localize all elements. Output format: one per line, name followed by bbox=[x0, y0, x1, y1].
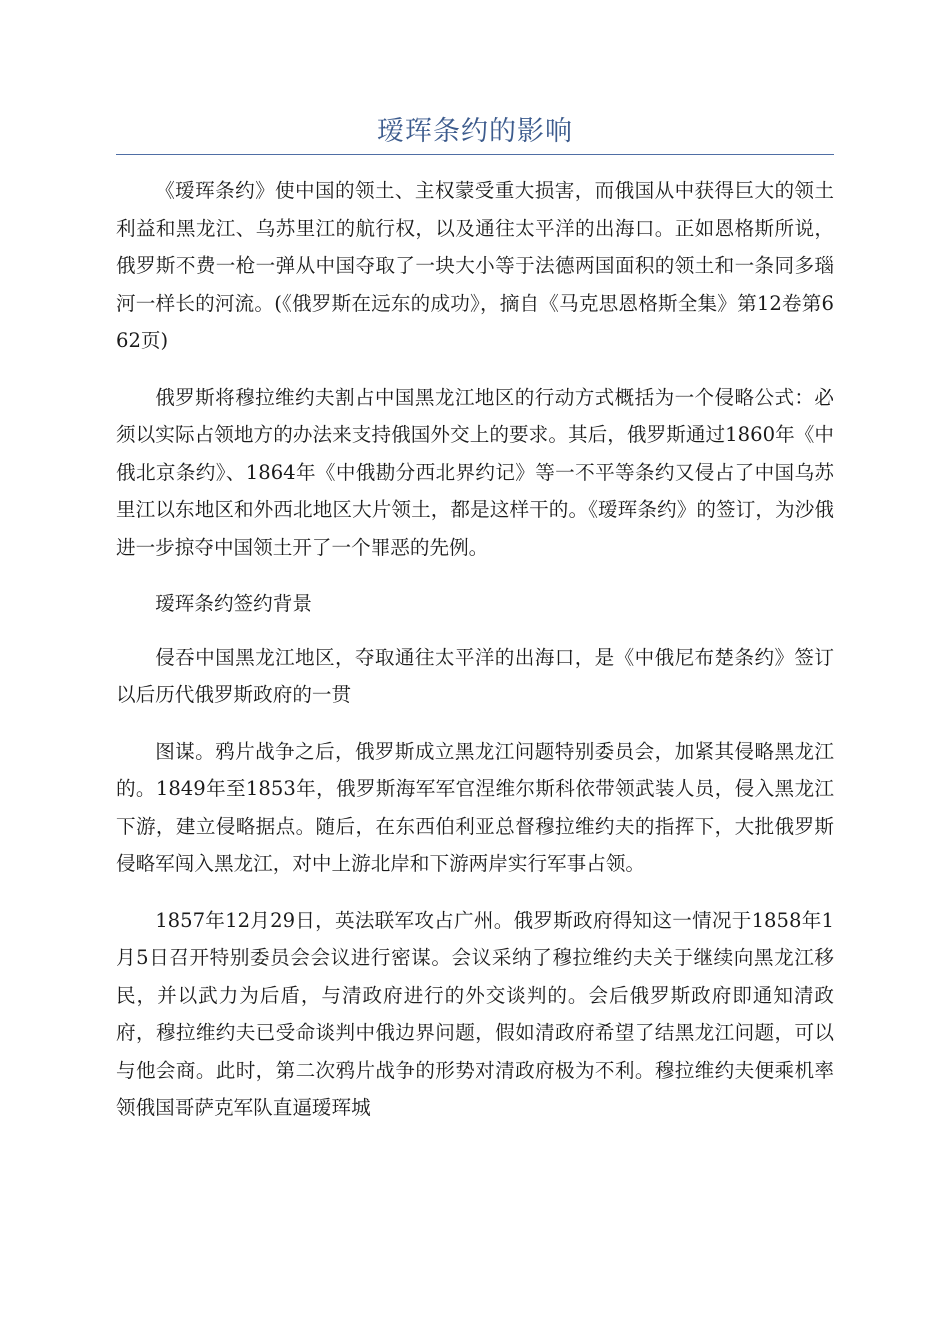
paragraph-1857-events: 1857年12月29日，英法联军攻占广州。俄罗斯政府得知这一情况于1858年1月5日召开特别委员会会议进行密谋。会议采纳了穆拉维约夫关于继续向黑龙江移民，并以武力为后盾，与清政府进行的外交谈判的。会后俄罗斯政府即通知清政府，穆拉维约夫已受命谈判中俄边界问题，假如清政府希望了结黑龙江问题，可以与他会商。此时，第二次鸦片战争的形势对清政府极为不利。穆拉维约夫便乘机率领俄国哥萨克军队直逼瑷珲城 bbox=[116, 908, 834, 1119]
paragraph-treaty-impact: 《瑷珲条约》使中国的领土、主权蒙受重大损害，而俄国从中获得巨大的领土利益和黑龙江、乌苏里江的航行权，以及通往太平洋的出海口。正如恩格斯所说，俄罗斯不费一枪一弹从中国夺取了一块大小等于法德两国面积的领土和一条同多瑙河一样长的河流。(《俄罗斯在远东的成功》，摘自《马克思恩格斯全集》第12卷第662页) bbox=[116, 179, 834, 352]
paragraph-background-intro: 侵吞中国黑龙江地区，夺取通往太平洋的出海口，是《中俄尼布楚条约》签订以后历代俄罗斯政府的一贯 bbox=[116, 645, 834, 706]
paragraph-aggression-formula: 俄罗斯将穆拉维约夫割占中国黑龙江地区的行动方式概括为一个侵略公式：必须以实际占领地方的办法来支持俄国外交上的要求。其后，俄罗斯通过1860年《中俄北京条约》、1864年《中俄勘分西北界约记》等一不平等条约又侵占了中国乌苏里江以东地区和外西北地区大片领土，都是这样干的。《瑷珲条约》的签订，为沙俄进一步掠夺中国领土开了一个罪恶的先例。 bbox=[116, 385, 834, 559]
paragraph-military-occupation: 图谋。鸦片战争之后，俄罗斯成立黑龙江问题特别委员会，加紧其侵略黑龙江的。1849年至1853年，俄罗斯海军军官涅维尔斯科依带领武装人员，侵入黑龙江下游，建立侵略据点。随后，在东西伯利亚总督穆拉维约夫的指挥下，大批俄罗斯侵略军闯入黑龙江，对中上游北岸和下游两岸实行军事占领。 bbox=[116, 739, 834, 875]
section-heading-background: 瑷珲条约签约背景 bbox=[155, 592, 312, 615]
document-title: 瑷珲条约的影响 bbox=[377, 116, 573, 147]
document-body bbox=[116, 172, 834, 1146]
title-underline-divider bbox=[116, 154, 834, 155]
